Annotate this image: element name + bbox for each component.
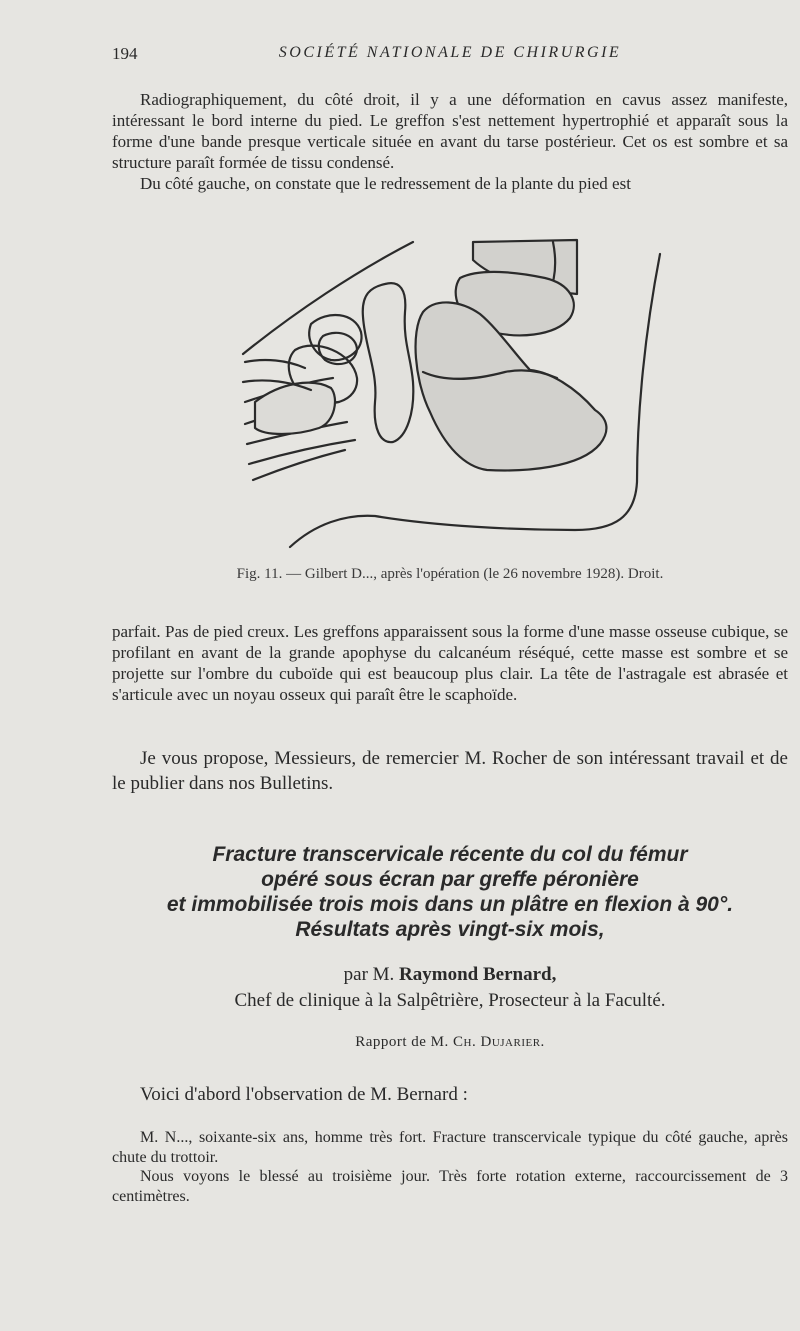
paragraph-radiography-right: Radiographiquement, du côté droit, il y a une déformation en cavus assez manifeste, intéressant le bord interne du pied. Le greffon s'est nettement hypertrophié et apparaît sous la forme d'une bande presque verticale située en avant du tarse postérieur. Cet os est sombre et sa structure paraît formée de tissu condensé.: [112, 90, 788, 172]
article-title-line-3: et immobilisée trois mois dans un plâtre en flexion à 90°.: [166, 893, 734, 916]
article-title-line-2: opéré sous écran par greffe péronière: [261, 868, 639, 891]
cuneiform-1: [309, 315, 361, 360]
byline-prefix: par M.: [343, 964, 395, 985]
running-title: SOCIÉTÉ NATIONALE DE CHIRURGIE: [278, 44, 622, 61]
paragraph-exam: Nous voyons le blessé au troisième jour. Très forte rotation externe, raccourcissement de 3 centimètres.: [112, 1168, 788, 1205]
foot-radiograph-figure: [235, 232, 665, 562]
report-prefix: Rapport de M.: [355, 1034, 449, 1050]
graft-contour: [363, 283, 414, 442]
author-affiliation: Chef de clinique à la Salpêtrière, Prosecteur à la Faculté.: [234, 990, 666, 1011]
page-header: [112, 44, 788, 66]
paragraph-conclusion: Je vous propose, Messieurs, de remercier M. Rocher de son intéressant travail et de le publier dans nos Bulletins.: [112, 748, 788, 794]
figure-caption: Fig. 11. — Gilbert D..., après l'opération (le 26 novembre 1928). Droit.: [236, 566, 664, 582]
metatarsal-bases: [255, 383, 335, 434]
article-title-line-1: Fracture transcervicale récente du col du fémur: [212, 843, 688, 866]
byline: [112, 962, 788, 988]
page-number: 194: [112, 44, 138, 63]
report-line: [112, 1034, 788, 1051]
author-block: [112, 962, 788, 1014]
paragraph-patient: M. N..., soixante-six ans, homme très fort. Fracture transcervicale typique du côté gauche, après chute du trottoir.: [112, 1129, 788, 1166]
article-title-line-4: Résultats après vingt-six mois,: [295, 918, 605, 941]
paragraph-left-side-end: parfait. Pas de pied creux. Les greffons apparaissent sous la forme d'une masse osseuse cubique, se profilant en avant de la grande apophyse du calcanéum réséqué, cette masse est sombre et se projette sur l'ombre du cuboïde qui est beaucoup plus clair. La tête de l'astragale est abrasée et s'articule avec un noyau osseux qui paraît être le scaphoïde.: [112, 622, 788, 704]
article-title: [112, 842, 788, 942]
author-name: Raymond Bernard,: [399, 964, 557, 985]
reporter-name: Ch. Dujarier.: [453, 1034, 545, 1050]
paragraph-observation-intro: Voici d'abord l'observation de M. Bernard :: [140, 1084, 468, 1105]
paragraph-left-side-start: Du côté gauche, on constate que le redressement de la plante du pied est: [140, 174, 631, 193]
phalanx-lines: [243, 360, 311, 390]
